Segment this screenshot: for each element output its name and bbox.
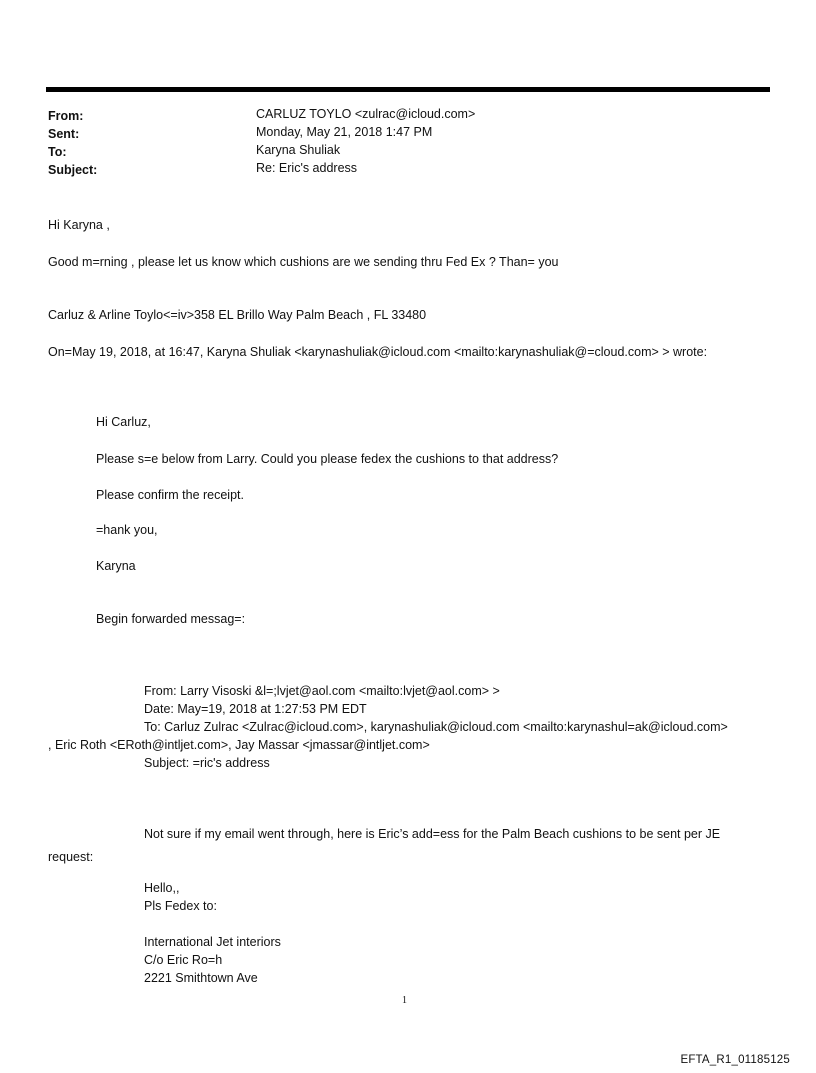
fwd-from: From: Larry Visoski &l=;lvjet@aol.com <mailto:lvjet@aol.com> > [144, 684, 500, 698]
to-row [48, 143, 67, 161]
from-value: CARLUZ TOYLO <zulrac@icloud.com> [256, 107, 476, 121]
fwd-message-line: Not sure if my email went through, here is Eric’s add=ess for the Palm Beach cushions to be sent per JE [144, 827, 721, 841]
body-line: Good m=rning , please let us know which cushions are we sending thru Fed Ex ? Than= you [48, 255, 559, 269]
to-label: To: [48, 145, 67, 159]
subject-value: Re: Eric's address [256, 161, 358, 175]
subject-row [48, 161, 97, 179]
address-line: International Jet interiors [144, 935, 281, 949]
quoted-line: Please confirm the receipt. [96, 488, 244, 502]
sent-value: Monday, May 21, 2018 1:47 PM [256, 125, 433, 139]
quote-intro: On=May 19, 2018, at 16:47, Karyna Shuliak <karynashuliak@icloud.com <mailto:karynashuliak@=cloud.com> > wrote: [48, 345, 708, 359]
signature: Carluz & Arline Toylo<=iv>358 EL Brillo Way Palm Beach , FL 33480 [48, 308, 427, 322]
to-value: Karyna Shuliak [256, 143, 341, 157]
address-line: C/o Eric Ro=h [144, 953, 223, 967]
fwd-to-continued: , Eric Roth <ERoth@intljet.com>, Jay Massar <jmassar@intljet.com> [48, 738, 430, 752]
fwd-instructions: Pls Fedex to: [144, 899, 217, 913]
quoted-name: Karyna [96, 559, 136, 573]
greeting: Hi Karyna , [48, 218, 110, 232]
sent-label: Sent: [48, 127, 80, 141]
document-id: EFTA_R1_01185125 [680, 1054, 790, 1066]
fwd-message-line: request: [48, 850, 94, 864]
fwd-subject: Subject: =ric's address [144, 756, 270, 770]
from-row [48, 107, 83, 125]
quoted-thanks: =hank you, [96, 523, 158, 537]
header-rule [46, 87, 770, 92]
fwd-hello: Hello,, [144, 881, 180, 895]
from-label: From: [48, 109, 84, 123]
forwarded-heading: Begin forwarded messag=: [96, 612, 246, 626]
page-number: 1 [402, 995, 407, 1006]
quoted-greeting: Hi Carluz, [96, 415, 151, 429]
sent-row [48, 125, 79, 143]
address-line: 2221 Smithtown Ave [144, 971, 258, 985]
fwd-date: Date: May=19, 2018 at 1:27:53 PM EDT [144, 702, 367, 716]
quoted-line: Please s=e below from Larry. Could you please fedex the cushions to that address? [96, 452, 559, 466]
fwd-to: To: Carluz Zulrac <Zulrac@icloud.com>, karynashuliak@icloud.com <mailto:karynashul=ak@icloud.com> [144, 720, 728, 734]
subject-label: Subject: [48, 163, 98, 177]
